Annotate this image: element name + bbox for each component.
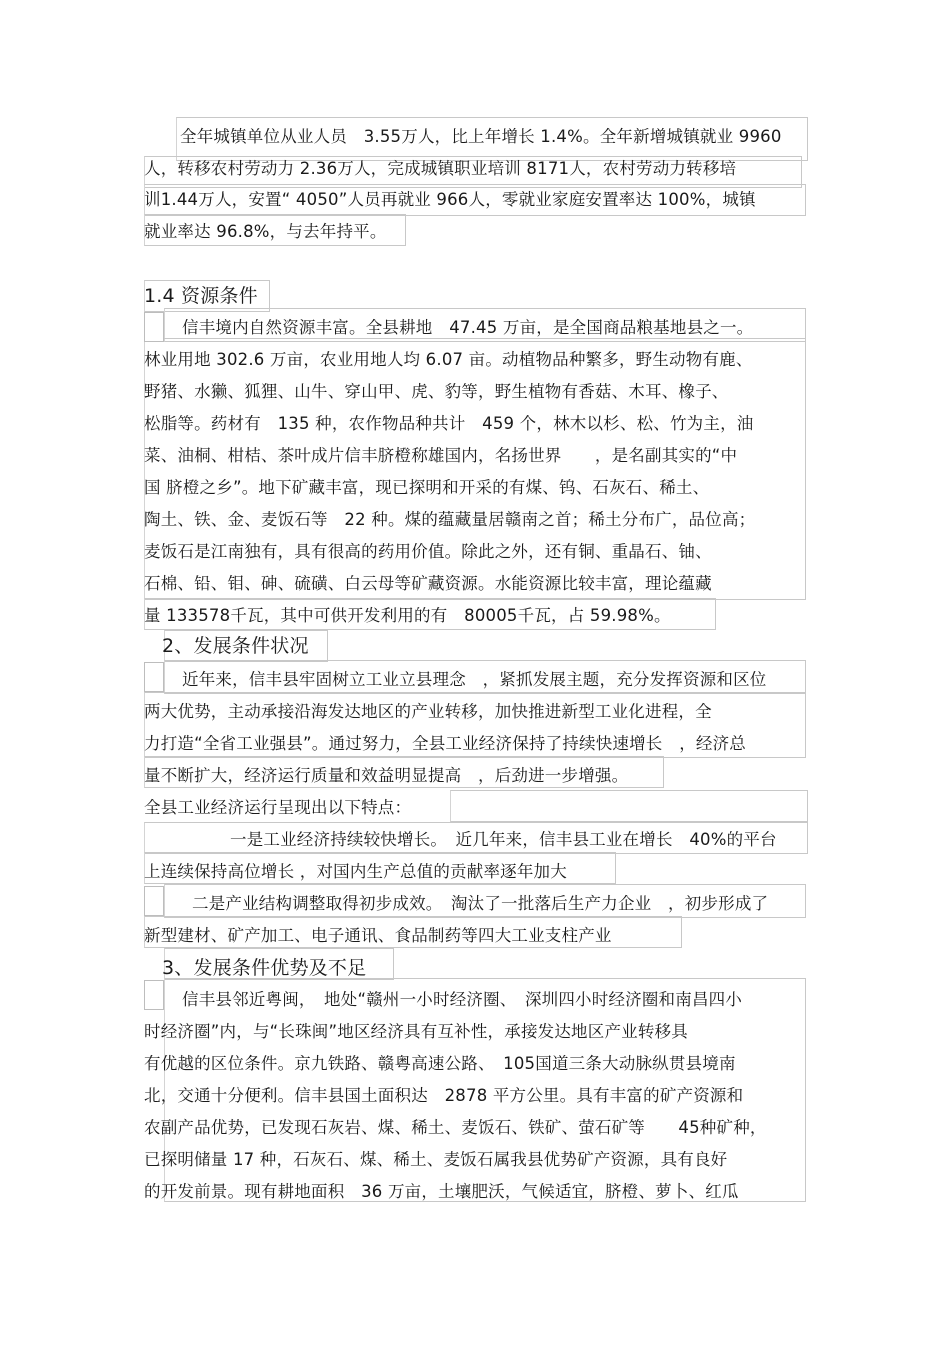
resources-line: 麦饭石是江南独有，具有很高的药用价值。除此之外，还有铜、重晶石、铀、: [144, 542, 712, 561]
resources-line: 野猪、水獭、狐狸、山牛、穿山甲、虎、豹等，野生植物有香菇、木耳、橡子、: [144, 382, 729, 401]
employment-line: 人，转移农村劳动力 2.36万人，完成城镇职业培训 8171人，农村劳动力转移培: [144, 159, 737, 178]
point2-line: 二是产业结构调整取得初步成效。 淘汰了一批落后生产力企业 ，初步形成了: [192, 894, 769, 913]
employment-line: 全年城镇单位从业人员 3.55万人，比上年增长 1.4%。全年新增城镇就业 9960: [180, 127, 782, 146]
resources-line: 林业用地 302.6 万亩，农业用地人均 6.07 亩。动植物品种繁多，野生动物有鹿、: [144, 350, 753, 369]
indent-marker: [144, 886, 164, 916]
resources-line: 松脂等。药材有 135 种，农作物品种共计 459 个，林木以杉、松、竹为主，油: [144, 414, 754, 433]
indent-marker: [144, 980, 164, 1010]
point1-line: 一是工业经济持续较快增长。 近几年来，信丰县工业在增长 40%的平台: [230, 830, 777, 849]
advantages-line: 已探明储量 17 种，石灰石、煤、稀土、麦饭石属我县优势矿产资源，具有良好: [144, 1150, 728, 1169]
point1-line: 上连续保持高位增长 ，对国内生产总值的贡献率逐年加大: [144, 862, 567, 881]
development-line: 近年来，信丰县牢固树立工业立县理念 ，紧抓发展主题，充分发挥资源和区位: [182, 670, 767, 689]
development-line: 量不断扩大，经济运行质量和效益明显提高 ，后劲进一步增强。: [144, 766, 629, 785]
resources-line: 量 133578千瓦，其中可供开发利用的有 80005千瓦，占 59.98%。: [144, 606, 671, 625]
features-intro: 全县工业经济运行呈现出以下特点：: [144, 798, 412, 817]
development-line: 两大优势，主动承接沿海发达地区的产业转移，加快推进新型工业化进程，全: [144, 702, 712, 721]
resources-line: 石棉、铅、钼、砷、硫磺、白云母等矿藏资源。水能资源比较丰富，理论蕴藏: [144, 574, 712, 593]
point2-line: 新型建材、矿产加工、电子通讯、食品制药等四大工业支柱产业: [144, 926, 612, 945]
advantages-line: 农副产品优势，已发现石灰岩、煤、稀土、麦饭石、铁矿、萤石矿等 45种矿种，: [144, 1118, 767, 1137]
section-heading-advantages: 3、发展条件优势及不足: [162, 957, 367, 979]
section-heading-resources: 1.4 资源条件: [144, 285, 258, 307]
employment-line: 就业率达 96.8%，与去年持平。: [144, 222, 387, 241]
resources-line: 菜、油桐、柑桔、茶叶成片信丰脐橙称雄国内，名扬世界 ，是名副其实的“中: [144, 446, 738, 465]
indent-marker: [144, 312, 164, 342]
employment-line: 训1.44万人，安置“ 4050”人员再就业 966人，零就业家庭安置率达 100%，城镇: [144, 190, 756, 209]
advantages-line: 信丰县邻近粤闽， 地处“赣州一小时经济圈、 深圳四小时经济圈和南昌四小: [182, 990, 743, 1009]
resources-line: 信丰境内自然资源丰富。全县耕地 47.45 万亩，是全国商品粮基地县之一。: [182, 318, 754, 337]
indent-marker: [144, 662, 164, 692]
advantages-line: 时经济圈”内，与“长珠闽”地区经济具有互补性，承接发达地区产业转移具: [144, 1022, 688, 1041]
advantages-line: 的开发前景。现有耕地面积 36 万亩，土壤肥沃，气候适宜，脐橙、萝卜、红瓜: [144, 1182, 739, 1201]
frame-box: [450, 790, 808, 822]
section-heading-development: 2、发展条件状况: [162, 635, 309, 657]
resources-line: 国 脐橙之乡”。地下矿藏丰富，现已探明和开采的有煤、钨、石灰石、稀土、: [144, 478, 710, 497]
development-line: 力打造“全省工业强县”。通过努力，全县工业经济保持了持续快速增长 ，经济总: [144, 734, 746, 753]
resources-line: 陶土、铁、金、麦饭石等 22 种。煤的蕴藏量居赣南之首；稀土分布广，品位高；: [144, 510, 756, 529]
advantages-line: 有优越的区位条件。京九铁路、赣粤高速公路、 105国道三条大动脉纵贯县境南: [144, 1054, 736, 1073]
advantages-line: 北，交通十分便利。信丰县国土面积达 2878 平方公里。具有丰富的矿产资源和: [144, 1086, 744, 1105]
